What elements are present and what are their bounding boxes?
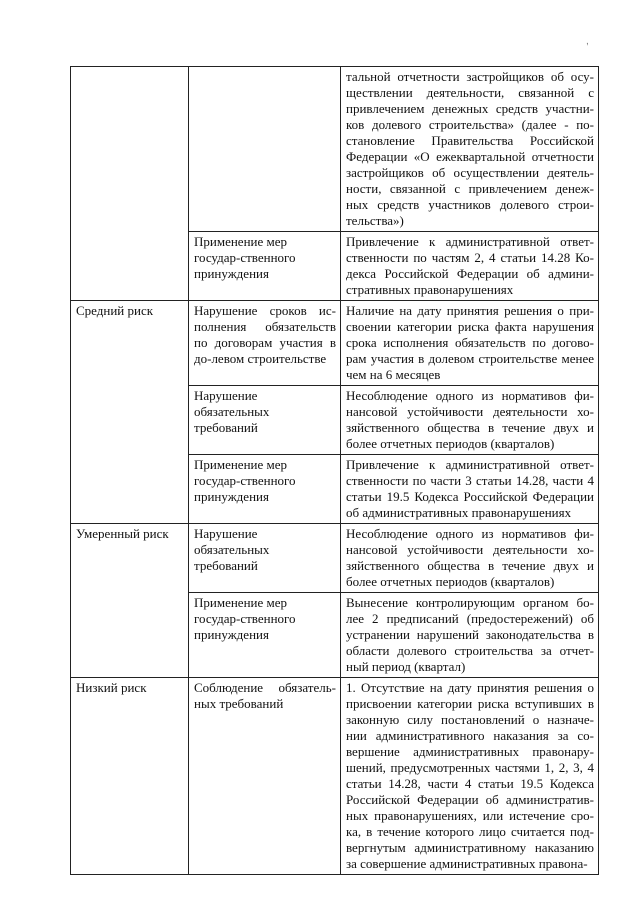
category-cell: Низкий риск (71, 678, 189, 875)
category-cell (71, 67, 189, 301)
indicator-cell: Привлечение к административной ответ-ственности по частям 2, 4 статьи 14.28 Ко-декса Российской Федерации об админи-стративных правонарушениях (341, 232, 599, 301)
category-cell: Умеренный риск (71, 524, 189, 678)
indicator-cell: Вынесение контролирующим органом бо-лее 2 предписаний (предостережений) об устранении нарушений законодательства в области долевого строительства за отчет-ный период (квартал) (341, 593, 599, 678)
criterion-cell: Применение мер государ-ственного принуждения (189, 455, 341, 524)
criterion-cell: Применение мер государ-ственного принуждения (189, 593, 341, 678)
category-cell: Средний риск (71, 301, 189, 524)
table-row (71, 67, 599, 232)
indicator-cell: Несоблюдение одного из нормативов фи-нансовой устойчивости деятельности хо-зяйственного общества в течение двух и более отчетных периодов (кварталов) (341, 386, 599, 455)
criterion-cell: Применение мер государ-ственного принуждения (189, 232, 341, 301)
criterion-cell: Нарушение обязательных требований (189, 524, 341, 593)
criterion-cell: Нарушение обязательных требований (189, 386, 341, 455)
indicator-cell: Привлечение к административной ответ-ственности по части 3 статьи 14.28, части 4 статьи 19.5 Кодекса Российской Федерации об административных правонарушениях (341, 455, 599, 524)
table-row (71, 524, 599, 593)
indicator-cell: тальной отчетности застройщиков об осу-ществлении деятельности, связанной с привлечением денежных средств участни-ков долевого строительства» (далее - по-становление Правительства Российской Федерации «О ежеквартальной отчетности застройщиков об осуществлении деятель-ности, связанной с привлечением денеж-ных средств участников долевого строи-тельства») (341, 67, 599, 232)
indicator-cell: Наличие на дату принятия решения о при-своении категории риска факта нарушения срока исполнения обязательств по догово-рам участия в долевом строительстве менее чем на 6 месяцев (341, 301, 599, 386)
table-row (71, 301, 599, 386)
indicator-cell: Несоблюдение одного из нормативов фи-нансовой устойчивости деятельности хо-зяйственного общества в течение двух и более отчетных периодов (кварталов) (341, 524, 599, 593)
criterion-cell (189, 67, 341, 232)
indicator-cell: 1. Отсутствие на дату принятия решения о присвоении категории риска вступивших в законную силу постановлений о назначе-нии административного наказания за со-вершение административных правонару-шений, предусмотренных частями 1, 2, 3, 4 статьи 14.28, части 4 статьи 19.5 Кодекса Российской Федерации об административ-ных правонарушениях, или истечение сро-ка, в течение которого лицо считается под-вергнутым административному наказанию за совершение административных правона- (341, 678, 599, 875)
criterion-cell: Соблюдение обязатель-ных требований (189, 678, 341, 875)
criterion-cell: Нарушение сроков ис-полнения обязательств по договорам участия в до-левом строительстве (189, 301, 341, 386)
risk-categories-table (70, 66, 599, 875)
corner-mark: , (586, 36, 589, 47)
table-row (71, 678, 599, 875)
